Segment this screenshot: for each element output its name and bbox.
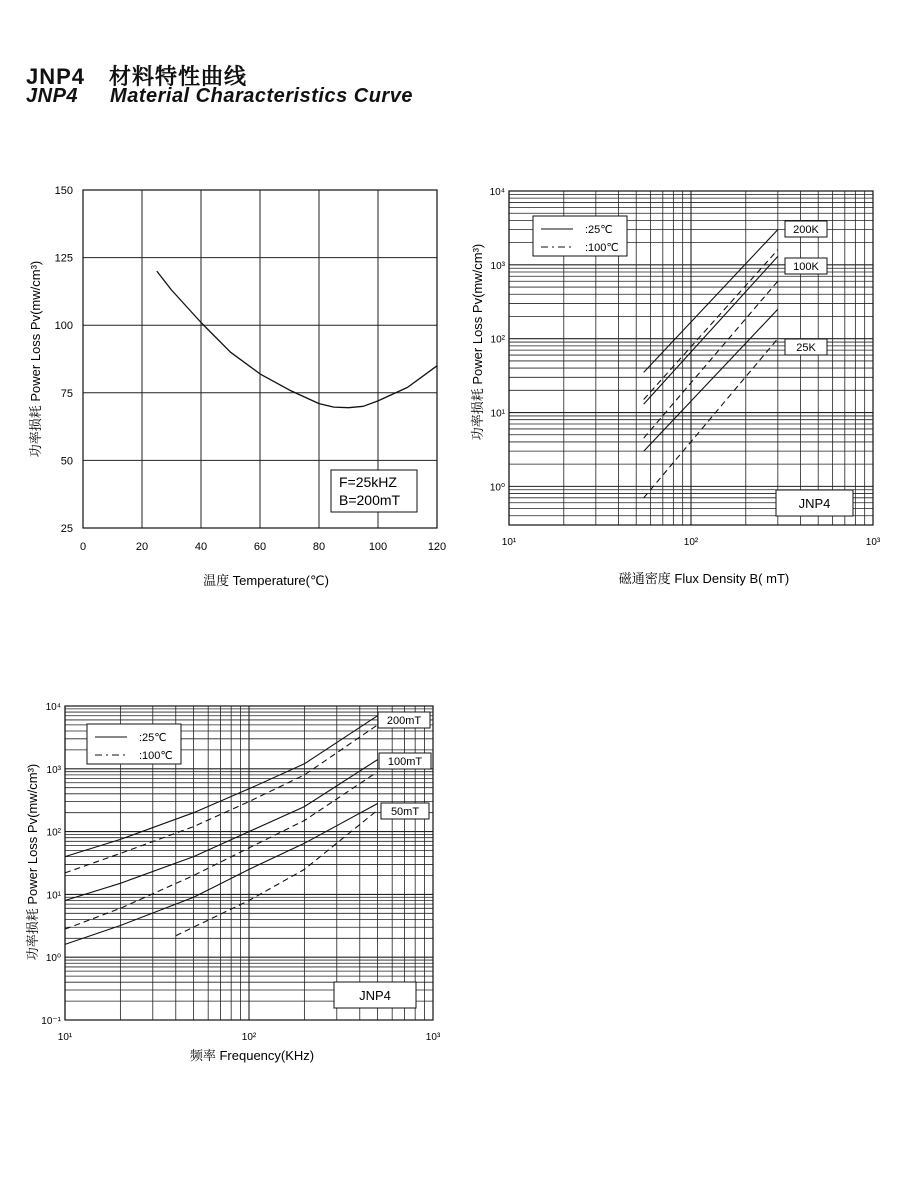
y-axis-label: 功率损耗 Power Loss Pv(mw/cm³) [25,763,40,961]
y-tick-label: 10² [490,334,505,346]
group-label: 200mT [386,715,422,727]
flux-density-chart [470,187,881,586]
x-tick-label: 10¹ [57,1032,73,1043]
x-tick-label: 60 [253,541,267,553]
title-english-text: Material Characteristics Curve [110,85,413,107]
series-line-100c [644,339,778,498]
x-tick-label: 10³ [865,537,881,548]
x-tick-label: 100 [368,541,388,553]
y-tick-label: 10² [46,827,61,839]
x-tick-label: 10³ [425,1032,441,1043]
frequency-chart [25,702,441,1063]
y-tick-label: 10¹ [490,408,505,420]
legend-label-100c: :100℃ [585,242,619,254]
y-tick-label: 10³ [46,764,61,776]
x-tick-label: 80 [312,541,326,553]
group-label: 25K [796,342,816,354]
x-tick-label: 20 [135,541,149,553]
y-tick-label: 10⁻¹ [41,1016,61,1027]
x-tick-label: 10² [241,1032,257,1043]
model-name-italic: JNP4 [26,85,79,107]
x-axis-label: 温度 Temperature(℃) [203,573,329,588]
legend-label-25c: :25℃ [585,224,613,236]
power-loss-curve [157,271,437,408]
y-axis-label: 功率损耗 Power Loss Pv(mw/cm³) [28,260,43,458]
title-chinese-text: 材料特性曲线 [109,64,248,89]
x-axis-label: 频率 Frequency(KHz) [189,1048,315,1063]
condition-flux: B=200mT [339,492,401,508]
series-line-25c [644,230,778,373]
x-tick-label: 0 [79,541,87,553]
y-tick-label: 125 [54,252,73,265]
group-label: 100K [793,261,819,273]
y-tick-label: 10⁴ [45,702,61,713]
y-tick-label: 150 [54,185,73,197]
series-line-100c [644,281,778,438]
y-tick-label: 100 [54,320,73,333]
y-tick-label: 10⁰ [489,482,505,494]
y-tick-label: 10⁰ [45,953,61,965]
y-tick-label: 25 [60,523,73,535]
material-label: JNP4 [359,988,391,1003]
group-label: 100mT [387,756,423,768]
condition-frequency: F=25kHZ [339,474,397,490]
y-tick-label: 50 [60,455,73,468]
x-tick-label: 40 [194,541,208,553]
x-tick-label: 120 [427,541,447,553]
material-label: JNP4 [798,496,831,511]
temperature-chart [28,185,446,588]
x-axis-label: 磁通密度 Flux Density B( mT) [618,571,790,586]
y-tick-label: 10¹ [46,890,61,902]
y-axis-label: 功率损耗 Power Loss Pv(mw/cm³) [470,243,485,441]
group-label: 50mT [390,806,420,818]
group-label: 200K [793,224,819,236]
y-tick-label: 10³ [490,260,505,272]
y-tick-label: 75 [60,387,73,400]
x-tick-label: 10² [683,537,699,548]
series-line-100c [176,810,378,936]
series-line-25c [65,804,378,945]
legend-label-25c: :25℃ [139,732,167,744]
model-name: JNP4 [26,64,86,89]
x-tick-label: 10¹ [501,537,517,548]
y-tick-label: 10⁴ [489,187,505,198]
series-line-25c [65,760,378,901]
legend-label-100c: :100℃ [139,750,173,762]
